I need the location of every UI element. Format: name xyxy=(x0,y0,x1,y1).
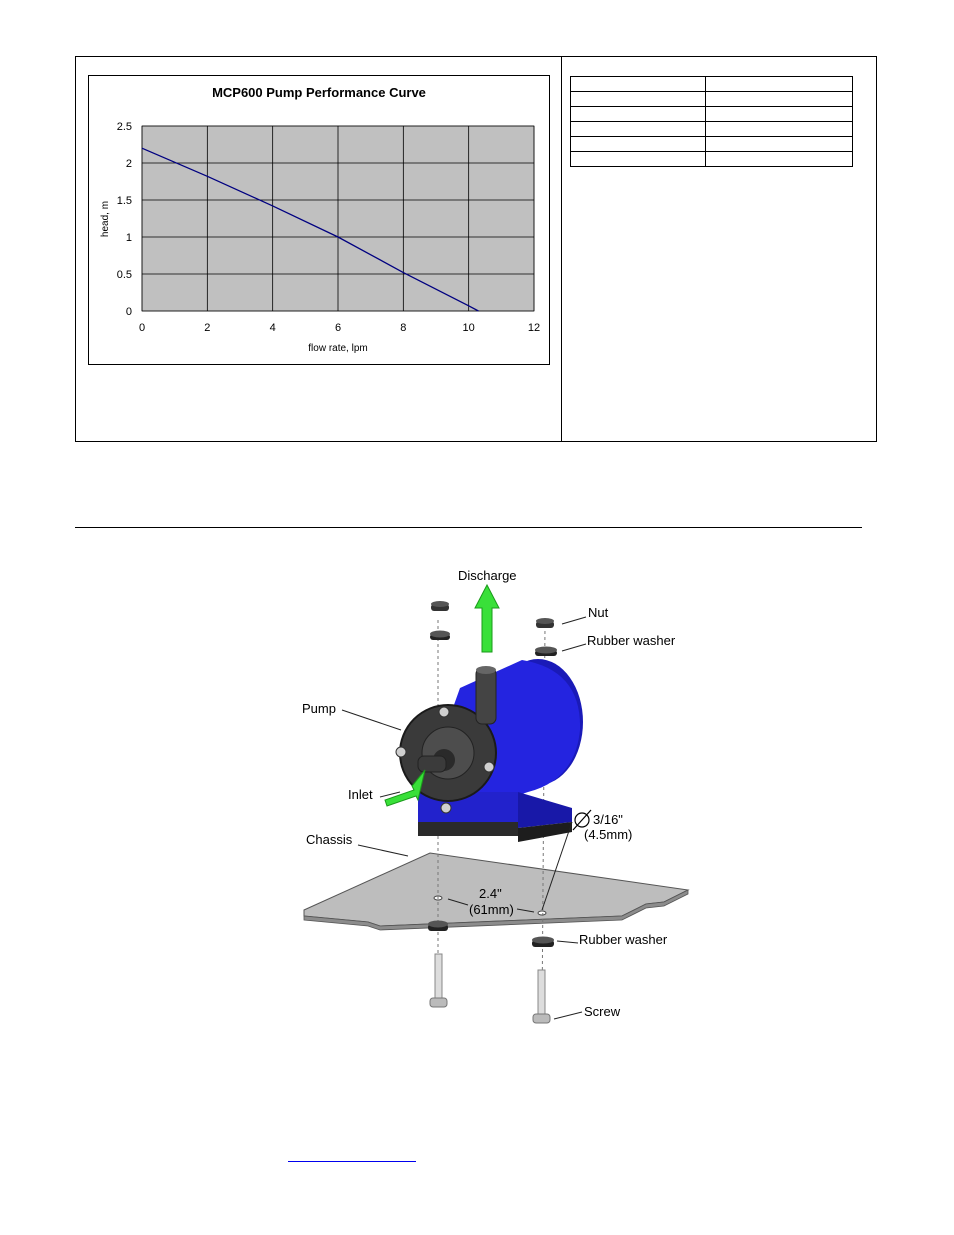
spec-row xyxy=(571,77,853,92)
spec-cell xyxy=(706,122,853,137)
label-pump: Pump xyxy=(302,701,336,716)
pump-body xyxy=(396,659,583,842)
label-screw: Screw xyxy=(584,1004,621,1019)
label-discharge: Discharge xyxy=(458,568,517,583)
label-spacing-mm: (61mm) xyxy=(469,902,514,917)
washer-left xyxy=(430,631,450,641)
y-tick-label: 0.5 xyxy=(116,269,132,281)
spec-row xyxy=(571,137,853,152)
spec-cell xyxy=(706,107,853,122)
y-tick-label: 2 xyxy=(125,158,132,170)
nut-right xyxy=(536,618,554,628)
label-chassis: Chassis xyxy=(306,832,353,847)
frame-divider xyxy=(561,56,562,442)
y-tick-label: 0 xyxy=(125,306,132,318)
spec-row xyxy=(571,107,853,122)
y-tick-label: 1 xyxy=(125,232,132,244)
nut-left xyxy=(431,601,449,611)
spec-cell xyxy=(571,107,706,122)
spec-cell xyxy=(706,152,853,167)
x-tick-label: 10 xyxy=(462,322,475,334)
spec-cell xyxy=(571,122,706,137)
label-rubber-washer-top: Rubber washer xyxy=(587,633,676,648)
label-inlet: Inlet xyxy=(348,787,373,802)
label-rubber-washer-bottom: Rubber washer xyxy=(579,932,668,947)
spec-cell xyxy=(706,137,853,152)
section-divider xyxy=(75,527,862,528)
spec-cell xyxy=(571,77,706,92)
x-tick-label: 8 xyxy=(400,322,407,334)
y-axis-label: head, m xyxy=(100,200,111,238)
screw-right xyxy=(533,970,550,1023)
washer-bottom-left xyxy=(428,921,448,932)
performance-chart xyxy=(88,75,550,365)
x-tick-label: 4 xyxy=(269,322,276,334)
chart-title: MCP600 Pump Performance Curve xyxy=(212,85,426,100)
spec-table xyxy=(570,76,853,167)
y-tick-label: 1.5 xyxy=(116,195,132,207)
spec-cell xyxy=(706,92,853,107)
x-tick-label: 2 xyxy=(204,322,211,334)
x-tick-label: 0 xyxy=(138,322,146,334)
washer-bottom-right xyxy=(532,937,554,948)
label-hole-diameter-in: 3/16" xyxy=(593,812,623,827)
x-axis-label: flow rate, lpm xyxy=(308,343,368,354)
label-hole-diameter-mm: (4.5mm) xyxy=(584,827,633,842)
label-nut: Nut xyxy=(588,605,609,620)
x-tick-label: 6 xyxy=(334,322,342,334)
label-spacing-in: 2.4" xyxy=(479,886,502,901)
spec-cell xyxy=(571,92,706,107)
hyperlink-underline[interactable] xyxy=(288,1161,416,1162)
washer-right xyxy=(535,647,557,657)
x-tick-label: 12 xyxy=(527,322,541,334)
spec-row xyxy=(571,92,853,107)
spec-cell xyxy=(706,77,853,92)
discharge-arrow-icon xyxy=(475,585,499,652)
spec-cell xyxy=(571,152,706,167)
pump-mounting-diagram xyxy=(290,560,710,1035)
spec-row xyxy=(571,152,853,167)
spec-cell xyxy=(571,137,706,152)
screw-left xyxy=(430,954,447,1007)
spec-row xyxy=(571,122,853,137)
y-tick-label: 2.5 xyxy=(116,121,132,133)
mount-hole-right xyxy=(538,911,546,915)
